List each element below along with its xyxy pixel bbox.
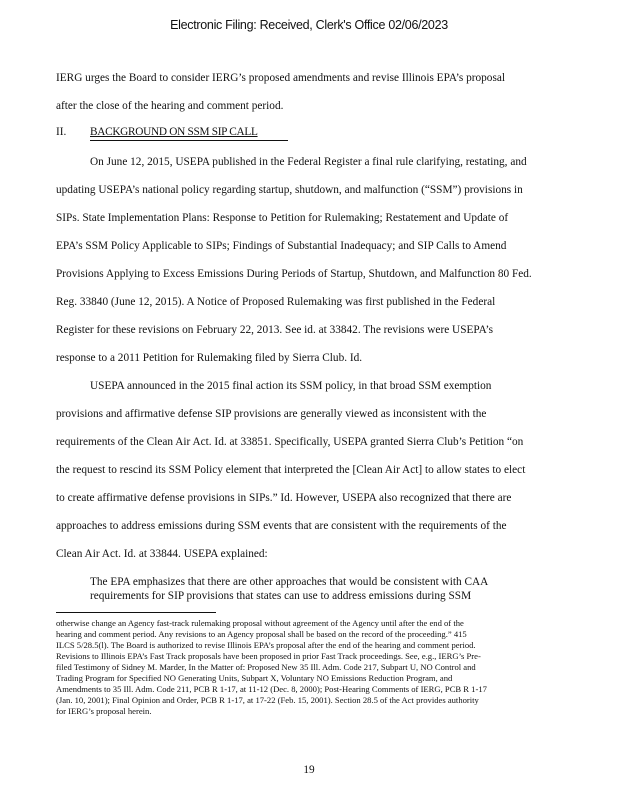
electronic-filing-header: Electronic Filing: Received, Clerk's Office 02/06/2023 [170, 18, 448, 32]
footnote-separator [56, 612, 216, 613]
intro-line-1: IERG urges the Board to consider IERG’s proposed amendments and revise Illinois EPA’s proposal [56, 72, 505, 84]
footnote-line-9: for IERG’s proposal herein. [56, 706, 152, 716]
footnote-line-7: Amendments to 35 Ill. Adm. Code 211, PCB R 1-17, at 11-12 (Dec. 8, 2000); Post-Hearing Comments of IERG, PCB R 1-17 [56, 684, 487, 694]
paragraph2-line-2: provisions and affirmative defense SIP provisions are generally viewed as inconsistent with the [56, 408, 487, 420]
block-quote-line-2: requirements for SIP provisions that states can use to address emissions during SSM [90, 590, 472, 602]
paragraph2-line-7: Clean Air Act. Id. at 33844. USEPA explained: [56, 548, 268, 560]
section-title: BACKGROUND ON SSM SIP CALL [90, 126, 258, 138]
page-number: 19 [303, 764, 315, 776]
paragraph1-line-3: SIPs. State Implementation Plans: Response to Petition for Rulemaking; Restatement and Update of [56, 212, 509, 224]
paragraph2-line-4: the request to rescind its SSM Policy element that interpreted the [Clean Air Act] to allow states to elect [56, 464, 526, 476]
section-title-underline [90, 140, 288, 141]
paragraph1-line-8: response to a 2011 Petition for Rulemaking filed by Sierra Club. Id. [56, 352, 363, 364]
paragraph1-line-2: updating USEPA’s national policy regarding startup, shutdown, and malfunction (“SSM”) provisions in [56, 184, 523, 196]
paragraph1-line-5: Provisions Applying to Excess Emissions During Periods of Startup, Shutdown, and Malfunction 80 Fed. [56, 268, 532, 280]
paragraph2-line-5: to create affirmative defense provisions in SIPs.” Id. However, USEPA also recognized that there are [56, 492, 512, 504]
footnote-line-4: Revisions to Illinois EPA’s Fast Track proposals have been proposed in prior Fast Track proceedings. See, e.g., IERG’s Pre- [56, 651, 481, 661]
paragraph1-line-6: Reg. 33840 (June 12, 2015). A Notice of Proposed Rulemaking was first published in the Federal [56, 296, 496, 308]
footnote-line-6: Trading Program for Specified NO Generating Units, Subpart X, Voluntary NO Emissions Reduction Program, and [56, 673, 453, 683]
intro-line-2: after the close of the hearing and comment period. [56, 100, 284, 112]
paragraph1-line-7: Register for these revisions on February 22, 2013. See id. at 33842. The revisions were USEPA’s [56, 324, 494, 336]
paragraph2-line-3: requirements of the Clean Air Act. Id. at 33851. Specifically, USEPA granted Sierra Club’s Petition “on [56, 436, 524, 448]
footnote-line-8: (Jan. 10, 2001); Final Opinion and Order, PCB R 1-17, at 17-22 (Feb. 15, 2001). Section 28.5 of the Act provides authority [56, 695, 479, 705]
footnote-line-2: hearing and comment period. Any revisions to an Agency proposal shall be based on the record of the proceeding.” 415 [56, 629, 467, 639]
paragraph1-line-4: EPA’s SSM Policy Applicable to SIPs; Findings of Substantial Inadequacy; and SIP Calls to Amend [56, 240, 507, 252]
footnote-line-3: ILCS 5/28.5(l). The Board is authorized to revise Illinois EPA’s proposal after the end of the hearing and comment period. [56, 640, 476, 650]
section-number: II. [56, 126, 67, 138]
footnote-line-1: otherwise change an Agency fast-track rulemaking proposal without agreement of the Agency until after the end of the [56, 618, 464, 628]
footnote-line-5: filed Testimony of Sidney M. Marder, In the Matter of: Proposed New 35 Ill. Adm. Code 217, Subpart U, NO Control and [56, 662, 476, 672]
paragraph2-line-6: approaches to address emissions during SSM events that are consistent with the requirements of the [56, 520, 507, 532]
paragraph1-line-1: On June 12, 2015, USEPA published in the Federal Register a final rule clarifying, restating, and [90, 156, 527, 168]
paragraph2-line-1: USEPA announced in the 2015 final action its SSM policy, in that broad SSM exemption [90, 380, 492, 392]
block-quote-line-1: The EPA emphasizes that there are other approaches that would be consistent with CAA [90, 576, 489, 588]
